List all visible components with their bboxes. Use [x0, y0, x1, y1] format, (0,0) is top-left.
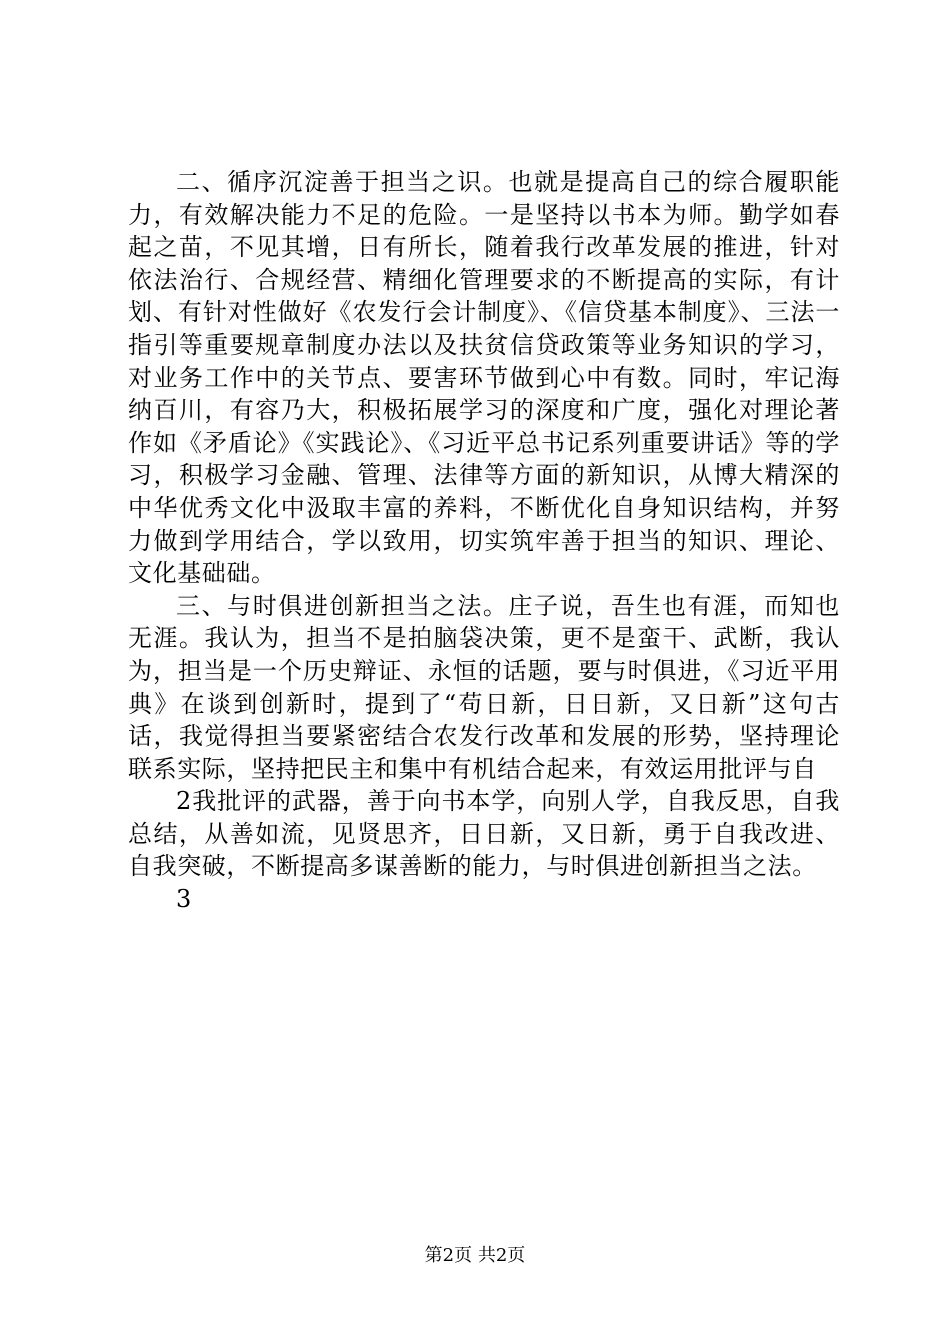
paragraph-page-marker: 3: [176, 885, 192, 914]
document-body: [128, 166, 840, 916]
page-footer: 第2页 共2页: [424, 1245, 526, 1266]
paragraph-section-three: 三、与时俱进创新担当之法。庄子说，吾生也有涯，而知也无涯。我认为，担当不是拍脑袋决策，更不是蛮干、武断，我认为，担当是一个历史辩证、永恒的话题，要与时俱进，《习近平用典》在谈到创新时，提到了“苟日新，日日新，又日新”这句古话，我觉得担当要紧密结合农发行改革和发展的形势，坚持理论联系实际，坚持把民主和集中有机结合起来，有效运用批评与自: [128, 591, 840, 783]
paragraph-continuation: 2我批评的武器，善于向书本学，向别人学，自我反思，自我总结，从善如流，见贤思齐，日日新，又日新，勇于自我改进、自我突破，不断提高多谋善断的能力，与时俱进创新担当之法。: [128, 787, 840, 881]
paragraph-section-two: 二、循序沉淀善于担当之识。也就是提高自己的综合履职能力，有效解决能力不足的危险。一是坚持以书本为师。勤学如春起之苗，不见其增，日有所长，随着我行改革发展的推进，针对依法治行、合规经营、精细化管理要求的不断提高的实际，有计划、有针对性做好《农发行会计制度》、《信贷基本制度》、三法一指引等重要规章制度办法以及扶贫信贷政策等业务知识的学习，对业务工作中的关节点、要害环节做到心中有数。同时，牢记海纳百川，有容乃大，积极拓展学习的深度和广度，强化对理论著作如《矛盾论》《实践论》、《习近平总书记系列重要讲话》等的学习，积极学习金融、管理、法律等方面的新知识，从博大精深的中华优秀文化中汲取丰富的养料，不断优化自身知识结构，并努力做到学用结合，学以致用，切实筑牢善于担当的知识、理论、文化基础础。: [128, 168, 840, 588]
